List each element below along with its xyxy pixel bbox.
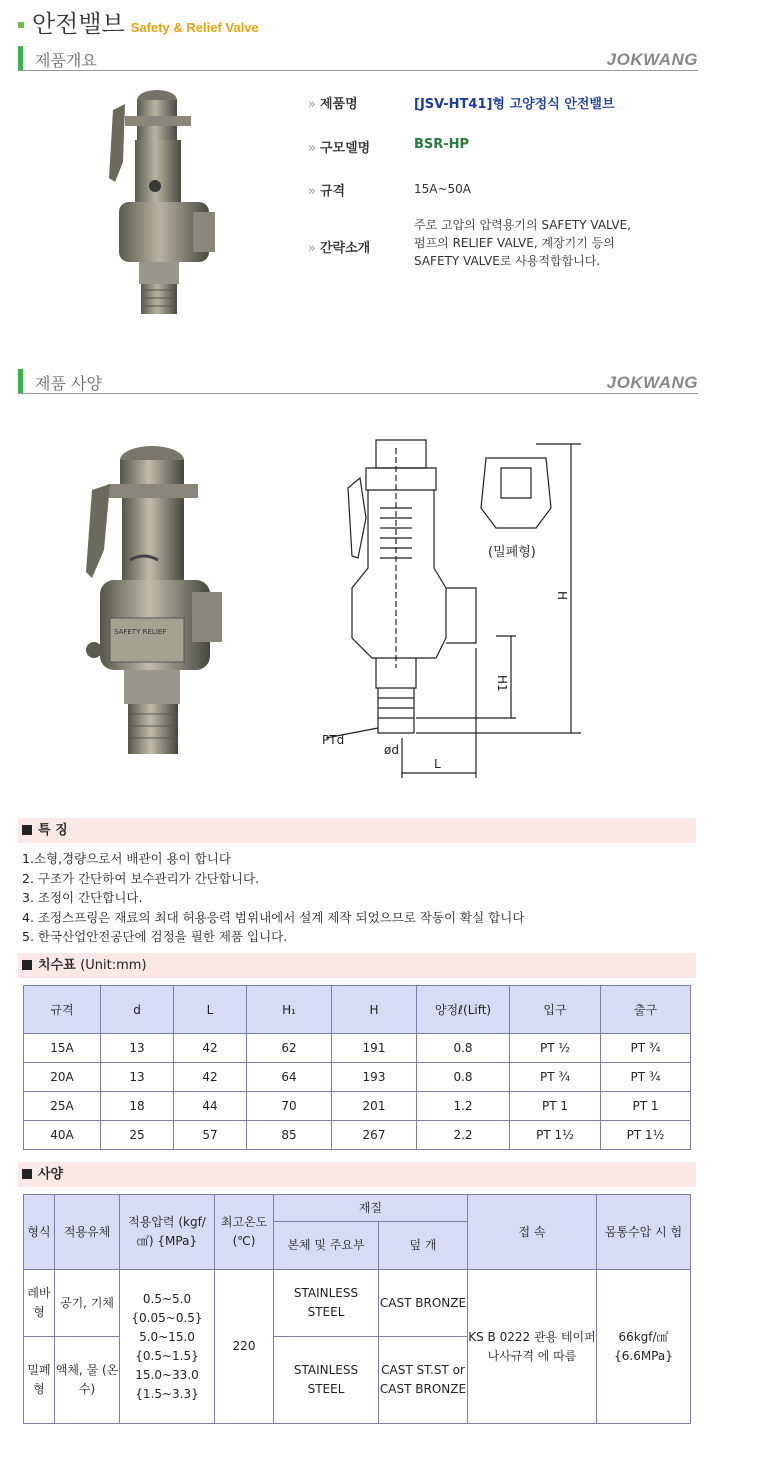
brand-logo: JOKWANG: [606, 50, 698, 69]
table-header-row: [24, 1195, 691, 1222]
spec-heading: 제품 사양: [35, 374, 102, 393]
table-cell: 25A: [24, 1092, 101, 1121]
column-header: 적용유체: [55, 1195, 120, 1270]
feature-item: 3. 조정이 간단합니다.: [22, 890, 143, 906]
table-cell: 70: [247, 1092, 332, 1121]
title-english: Safety & Relief Valve: [130, 20, 259, 35]
table-cell: 0.8: [417, 1034, 510, 1063]
column-header: 규격: [24, 986, 101, 1034]
table-cell: 15A: [24, 1034, 101, 1063]
table-cell: 57: [174, 1121, 247, 1150]
table-cell: 62: [247, 1034, 332, 1063]
column-header: 최고온도(℃): [215, 1195, 274, 1270]
table-row: [24, 1121, 691, 1150]
table-cell: PT ¾: [510, 1063, 601, 1092]
overview-heading: 제품개요: [35, 51, 97, 70]
chevron-icon: »: [308, 184, 316, 199]
product-name-label: 제품명: [319, 97, 358, 112]
pressure-line: {0.05~0.5}: [131, 1310, 203, 1325]
table-cell: 25: [101, 1121, 174, 1150]
spec-table-heading: 사양: [38, 1167, 64, 1182]
column-header: 입구: [510, 986, 601, 1034]
chevron-icon: »: [308, 241, 316, 256]
feature-item: 4. 조정스프링은 재료의 최대 허용응력 범위내에서 설계 제작 되었으므로 작동이 확실 합니다: [22, 909, 525, 925]
bullet-icon: [18, 22, 24, 28]
old-model-label: 구모델명: [319, 141, 371, 156]
pressure-line: 5.0~15.0: [139, 1329, 195, 1344]
table-row: [24, 1270, 691, 1337]
spec-header: [18, 1162, 696, 1187]
table-row: [24, 1063, 691, 1092]
table-cell: 2.2: [417, 1121, 510, 1150]
table-cell: 64: [247, 1063, 332, 1092]
column-header: 몸통수압 시 험: [597, 1195, 691, 1270]
section-bar: [18, 369, 23, 393]
table-row: [24, 1092, 691, 1121]
old-model-row: [308, 137, 470, 156]
test-cell: 66kgf/㎠ {6.6MPa}: [597, 1270, 691, 1424]
spec-section-header: [18, 369, 698, 394]
temp-cell: 220: [215, 1270, 274, 1424]
table-cell: 1.2: [417, 1092, 510, 1121]
table-cell: PT 1½: [601, 1121, 691, 1150]
type-cell: 레바형: [24, 1270, 55, 1337]
table-cell: PT 1½: [510, 1121, 601, 1150]
product-name-value: [JSV-HT41]형 고양정식 안전밸브: [414, 97, 615, 112]
dimensions-unit: (Unit:mm): [80, 958, 147, 973]
svg-text:SAFETY RELIEF: SAFETY RELIEF: [114, 628, 167, 636]
sealed-type-label: (밀폐형): [488, 545, 536, 560]
column-header: d: [101, 986, 174, 1034]
size-value: 15A~50A: [414, 182, 472, 196]
old-model-value: BSR-HP: [414, 137, 470, 152]
table-cell: 13: [101, 1063, 174, 1092]
valve-photo-large: [80, 440, 230, 760]
od-label: ød: [384, 743, 399, 757]
table-cell: PT ¾: [601, 1034, 691, 1063]
fluid-cell: 공기, 기체: [55, 1270, 120, 1337]
table-cell: 201: [332, 1092, 417, 1121]
cover-material-cell: CAST BRONZE: [379, 1270, 468, 1337]
square-bullet-icon: [22, 1169, 32, 1179]
page-title: [18, 4, 259, 39]
connection-cell: KS B 0222 관용 테이퍼 나사규격 에 따름: [468, 1270, 597, 1424]
table-cell: 44: [174, 1092, 247, 1121]
square-bullet-icon: [22, 960, 32, 970]
column-header: 적용압력 (kgf/㎠) {MPa}: [120, 1195, 215, 1270]
chevron-icon: »: [308, 97, 316, 112]
table-cell: 18: [101, 1092, 174, 1121]
type-cell: 밀폐형: [24, 1337, 55, 1424]
table-cell: 193: [332, 1063, 417, 1092]
column-header: 접 속: [468, 1195, 597, 1270]
body-material-cell: STAINLESS STEEL: [274, 1270, 379, 1337]
column-header: 형식: [24, 1195, 55, 1270]
h1-label: H1: [495, 675, 509, 692]
size-row: [308, 180, 472, 199]
intro-text: [414, 216, 631, 270]
table-cell: PT 1: [510, 1092, 601, 1121]
dimensions-heading: 치수표: [38, 958, 76, 973]
overview-section-header: [18, 46, 698, 71]
column-header: 재질: [274, 1195, 468, 1222]
pressure-line: {0.5~1.5}: [135, 1348, 199, 1363]
table-cell: 20A: [24, 1063, 101, 1092]
table-cell: 85: [247, 1121, 332, 1150]
feature-item: 5. 한국산업안전공단에 검정을 필한 제품 입니다.: [22, 929, 288, 945]
pressure-line: 15.0~33.0: [135, 1367, 199, 1382]
cover-material-cell: CAST ST.ST or CAST BRONZE: [379, 1337, 468, 1424]
valve-photo-small: [95, 82, 225, 322]
title-korean: 안전밸브: [32, 10, 125, 38]
square-bullet-icon: [22, 825, 32, 835]
table-cell: 13: [101, 1034, 174, 1063]
table-row: [24, 1034, 691, 1063]
column-header: H: [332, 986, 417, 1034]
h-label: H: [555, 591, 569, 601]
dimensions-header: [18, 953, 696, 978]
ptd-label: PTd: [322, 733, 345, 747]
table-cell: PT 1: [601, 1092, 691, 1121]
section-bar: [18, 46, 23, 70]
column-header: L: [174, 986, 247, 1034]
table-cell: 42: [174, 1063, 247, 1092]
table-cell: PT ¾: [601, 1063, 691, 1092]
intro-row: [308, 237, 402, 256]
dimension-table: [23, 985, 691, 1150]
features-list: [22, 849, 524, 947]
spec-table: [23, 1194, 691, 1424]
intro-line: SAFETY VALVE로 사용적합합니다.: [414, 254, 601, 268]
table-cell: 42: [174, 1034, 247, 1063]
intro-label: 간략소개: [319, 241, 371, 256]
fluid-cell: 액체, 물 (온수): [55, 1337, 120, 1424]
brand-logo: JOKWANG: [606, 373, 698, 392]
table-header-row: [24, 986, 691, 1034]
table-cell: 0.8: [417, 1063, 510, 1092]
column-header: 덮 개: [379, 1222, 468, 1270]
pressure-line: {1.5~3.3}: [135, 1386, 199, 1401]
pressure-line: 0.5~5.0: [142, 1291, 192, 1306]
body-material-cell: STAINLESS STEEL: [274, 1337, 379, 1424]
column-header: 양정ℓ(Lift): [417, 986, 510, 1034]
intro-line: 펌프의 RELIEF VALVE, 계장기기 등의: [414, 236, 615, 250]
column-header: 출구: [601, 986, 691, 1034]
chevron-icon: »: [308, 141, 316, 156]
column-header: H₁: [247, 986, 332, 1034]
table-cell: 267: [332, 1121, 417, 1150]
feature-item: 2. 구조가 간단하여 보수관리가 간단합니다.: [22, 870, 260, 886]
table-cell: 40A: [24, 1121, 101, 1150]
features-header: [18, 818, 696, 843]
features-heading: 특 징: [38, 823, 68, 838]
table-cell: 191: [332, 1034, 417, 1063]
table-cell: PT ½: [510, 1034, 601, 1063]
product-name-row: [308, 93, 615, 112]
intro-line: 주로 고압의 압력용기의 SAFETY VALVE,: [414, 218, 631, 232]
feature-item: 1.소형,경량으로서 배관이 용이 합니다: [22, 851, 231, 866]
valve-technical-drawing: [296, 428, 596, 778]
l-label: L: [434, 757, 441, 771]
pressure-cell: [120, 1270, 215, 1424]
size-label: 규격: [319, 184, 346, 199]
column-header: 본체 및 주요부: [274, 1222, 379, 1270]
